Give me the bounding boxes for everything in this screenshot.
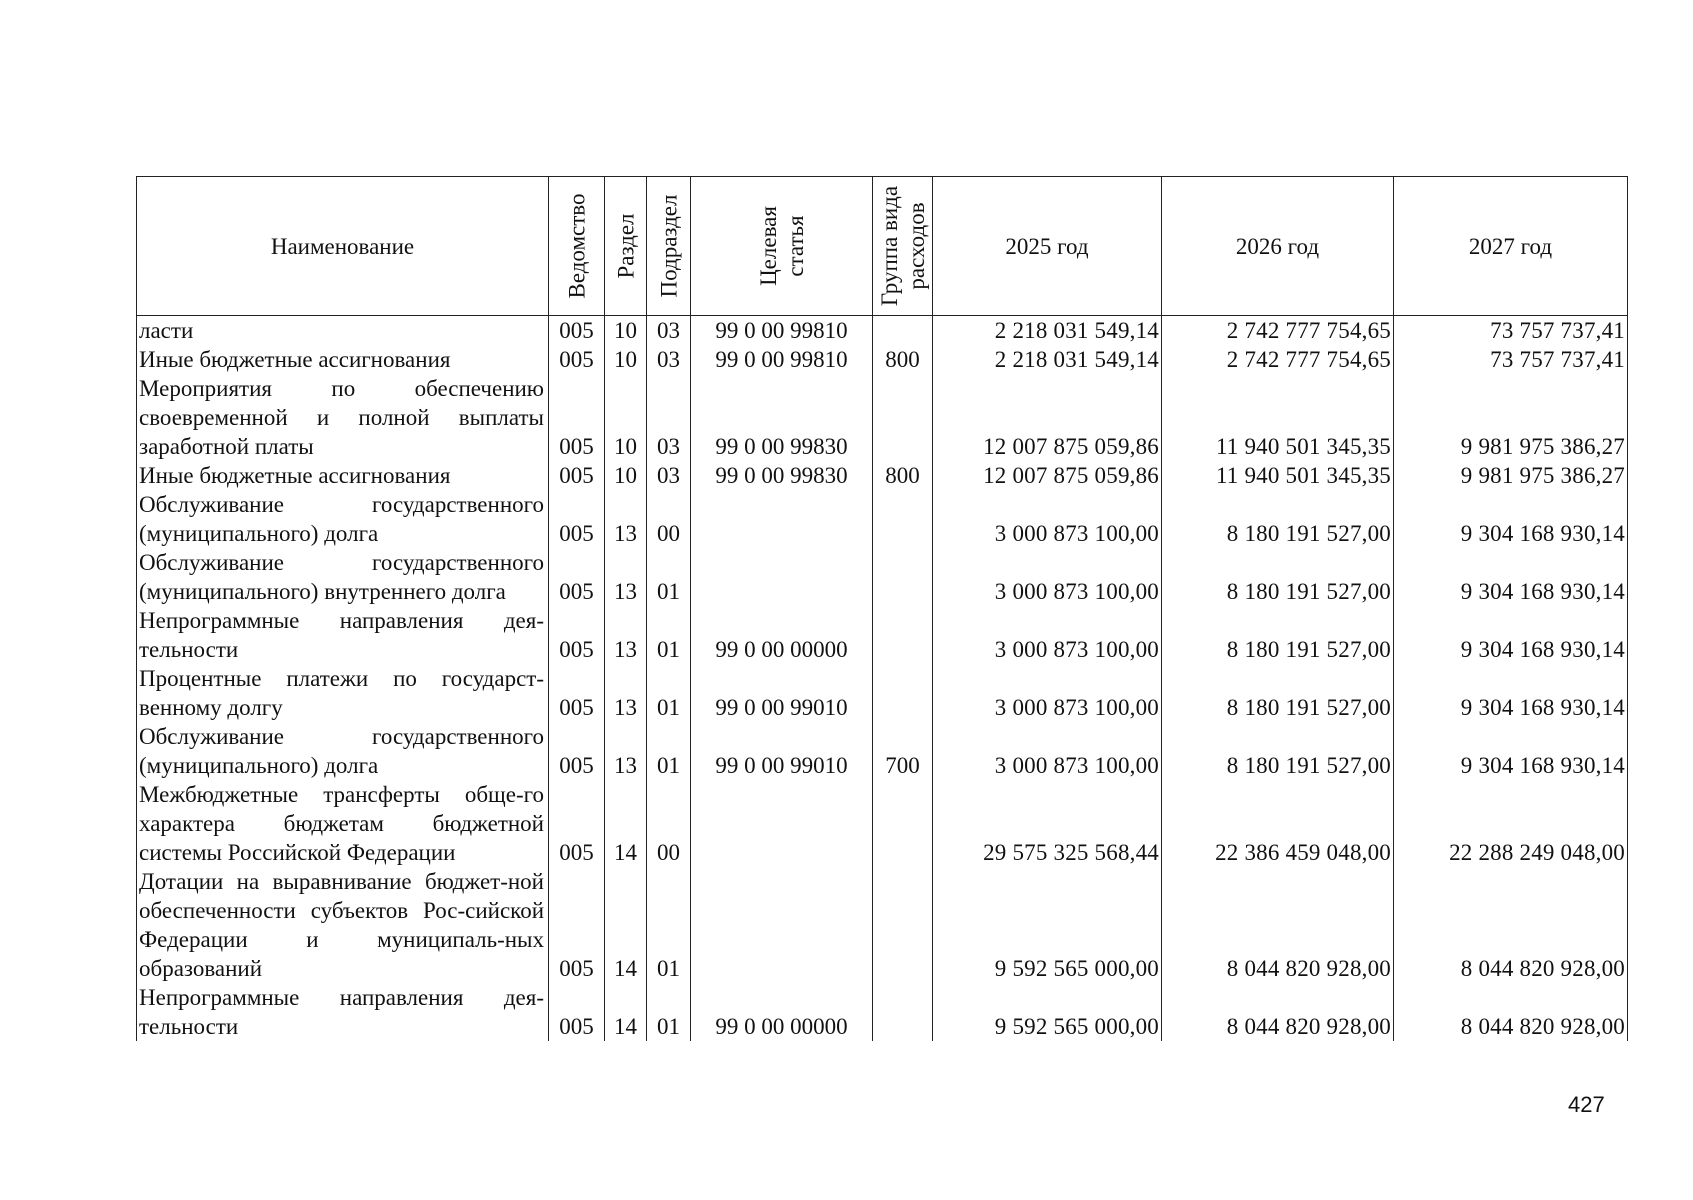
table-row [137,345,1628,374]
row-value-2026: 8 180 191 527,00 [1162,606,1394,664]
header-target [691,177,873,316]
row-value-2026: 8 180 191 527,00 [1162,490,1394,548]
row-subsection: 01 [647,983,691,1041]
row-value-2025: 3 000 873 100,00 [933,722,1162,780]
row-target [691,780,873,867]
table-row [137,461,1628,490]
row-value-2026: 8 180 191 527,00 [1162,722,1394,780]
row-subsection: 03 [647,461,691,490]
row-section: 13 [605,664,647,722]
row-value-2026: 2 742 777 754,65 [1162,316,1394,346]
row-value-2026: 8 180 191 527,00 [1162,664,1394,722]
row-value-2027: 22 288 249 048,00 [1394,780,1628,867]
table-row [137,316,1628,346]
row-department: 005 [549,374,605,461]
table-row [137,867,1628,983]
row-name: ласти [137,316,549,346]
row-value-2026: 8 180 191 527,00 [1162,548,1394,606]
row-expense-group [873,548,933,606]
row-value-2025: 3 000 873 100,00 [933,548,1162,606]
row-department: 005 [549,490,605,548]
row-subsection: 01 [647,548,691,606]
row-section: 13 [605,490,647,548]
table-row [137,490,1628,548]
row-subsection: 01 [647,722,691,780]
row-expense-group: 700 [873,722,933,780]
row-department: 005 [549,345,605,374]
row-department: 005 [549,461,605,490]
table-row [137,780,1628,867]
row-name: Иные бюджетные ассигнования [137,461,549,490]
header-section-label: Раздел [613,213,638,279]
table-header [137,177,1628,316]
header-name-label: Наименование [270,233,415,259]
row-value-2025: 3 000 873 100,00 [933,490,1162,548]
row-name: Непрограммные направления дея-тельности [137,606,549,664]
table-row [137,983,1628,1041]
header-2027 [1394,177,1628,316]
row-department: 005 [549,867,605,983]
header-expense-group [873,177,933,316]
row-name: Обслуживание государственного (муниципального) внутреннего долга [137,548,549,606]
row-value-2027: 9 981 975 386,27 [1394,461,1628,490]
budget-table-page [136,176,1628,1041]
header-2026 [1162,177,1394,316]
row-section: 14 [605,867,647,983]
budget-table [136,176,1628,1041]
row-target: 99 0 00 00000 [691,983,873,1041]
header-subsection-label: Подраздел [656,194,681,298]
row-expense-group [873,664,933,722]
row-subsection: 01 [647,664,691,722]
row-value-2027: 9 981 975 386,27 [1394,374,1628,461]
row-section: 10 [605,461,647,490]
page-number: 427 [1568,1092,1605,1117]
row-target: 99 0 00 99830 [691,461,873,490]
row-target: 99 0 00 99010 [691,664,873,722]
row-section: 10 [605,374,647,461]
row-section: 13 [605,722,647,780]
header-row [137,177,1628,316]
row-department: 005 [549,548,605,606]
row-target: 99 0 00 99810 [691,316,873,346]
row-value-2025: 12 007 875 059,86 [933,461,1162,490]
row-value-2025: 3 000 873 100,00 [933,664,1162,722]
row-value-2025: 9 592 565 000,00 [933,867,1162,983]
table-row [137,606,1628,664]
row-subsection: 01 [647,606,691,664]
row-target: 99 0 00 99830 [691,374,873,461]
row-value-2027: 9 304 168 930,14 [1394,664,1628,722]
header-target-line2: статья [782,215,808,277]
row-section: 13 [605,606,647,664]
row-department: 005 [549,664,605,722]
row-section: 13 [605,548,647,606]
row-name: Обслуживание государственного (муниципального) долга [137,490,549,548]
header-target-line1: Целевая [755,206,781,286]
row-value-2025: 2 218 031 549,14 [933,316,1162,346]
row-target [691,548,873,606]
row-target: 99 0 00 99010 [691,722,873,780]
row-subsection: 00 [647,780,691,867]
header-department [549,177,605,316]
row-expense-group [873,983,933,1041]
row-value-2027: 73 757 737,41 [1394,345,1628,374]
row-name: Мероприятия по обеспечению своевременной и полной выплаты заработной платы [137,374,549,461]
header-2025 [933,177,1162,316]
row-department: 005 [549,722,605,780]
row-value-2026: 2 742 777 754,65 [1162,345,1394,374]
row-section: 14 [605,780,647,867]
row-section: 14 [605,983,647,1041]
row-expense-group [873,316,933,346]
row-value-2025: 9 592 565 000,00 [933,983,1162,1041]
row-name: Непрограммные направления дея-тельности [137,983,549,1041]
header-2025-label: 2025 год [1005,233,1089,259]
row-value-2025: 12 007 875 059,86 [933,374,1162,461]
row-value-2027: 9 304 168 930,14 [1394,548,1628,606]
row-expense-group [873,606,933,664]
row-section: 10 [605,345,647,374]
row-expense-group [873,780,933,867]
row-value-2027: 8 044 820 928,00 [1394,983,1628,1041]
row-value-2027: 8 044 820 928,00 [1394,867,1628,983]
row-subsection: 03 [647,345,691,374]
header-2026-label: 2026 год [1235,233,1320,259]
header-name [137,177,549,316]
row-value-2026: 8 044 820 928,00 [1162,867,1394,983]
row-target: 99 0 00 00000 [691,606,873,664]
row-name: Дотации на выравнивание бюджет-ной обеспеченности субъектов Рос-сийской Федерации и муниципаль-ных образований [137,867,549,983]
row-target [691,867,873,983]
header-section [605,177,647,316]
header-target-label [755,206,809,286]
row-value-2025: 29 575 325 568,44 [933,780,1162,867]
header-subsection [647,177,691,316]
row-department: 005 [549,316,605,346]
row-name: Межбюджетные трансферты обще-го характера бюджетам бюджетной системы Российской Федерации [137,780,549,867]
row-department: 005 [549,606,605,664]
header-expense-label [876,186,930,306]
table-row [137,374,1628,461]
row-department: 005 [549,983,605,1041]
table-body [137,316,1628,1042]
row-expense-group [873,490,933,548]
table-row [137,548,1628,606]
row-department: 005 [549,780,605,867]
row-target: 99 0 00 99810 [691,345,873,374]
row-value-2026: 11 940 501 345,35 [1162,374,1394,461]
header-2027-label: 2027 год [1468,233,1553,259]
row-expense-group [873,374,933,461]
row-value-2025: 3 000 873 100,00 [933,606,1162,664]
table-row [137,664,1628,722]
row-expense-group [873,867,933,983]
row-subsection: 03 [647,374,691,461]
row-subsection: 00 [647,490,691,548]
row-value-2026: 22 386 459 048,00 [1162,780,1394,867]
row-name: Иные бюджетные ассигнования [137,345,549,374]
row-value-2027: 73 757 737,41 [1394,316,1628,346]
row-value-2026: 11 940 501 345,35 [1162,461,1394,490]
row-name: Обслуживание государственного (муниципального) долга [137,722,549,780]
row-subsection: 03 [647,316,691,346]
row-expense-group: 800 [873,345,933,374]
row-value-2027: 9 304 168 930,14 [1394,722,1628,780]
header-expense-line2: расходов [903,202,929,290]
header-department-label: Ведомство [564,193,589,299]
row-value-2027: 9 304 168 930,14 [1394,606,1628,664]
row-target [691,490,873,548]
row-name: Процентные платежи по государст-венному долгу [137,664,549,722]
row-value-2026: 8 044 820 928,00 [1162,983,1394,1041]
row-section: 10 [605,316,647,346]
table-row [137,722,1628,780]
row-subsection: 01 [647,867,691,983]
row-value-2027: 9 304 168 930,14 [1394,490,1628,548]
row-value-2025: 2 218 031 549,14 [933,345,1162,374]
header-expense-line1: Группа вида [876,185,902,307]
row-expense-group: 800 [873,461,933,490]
